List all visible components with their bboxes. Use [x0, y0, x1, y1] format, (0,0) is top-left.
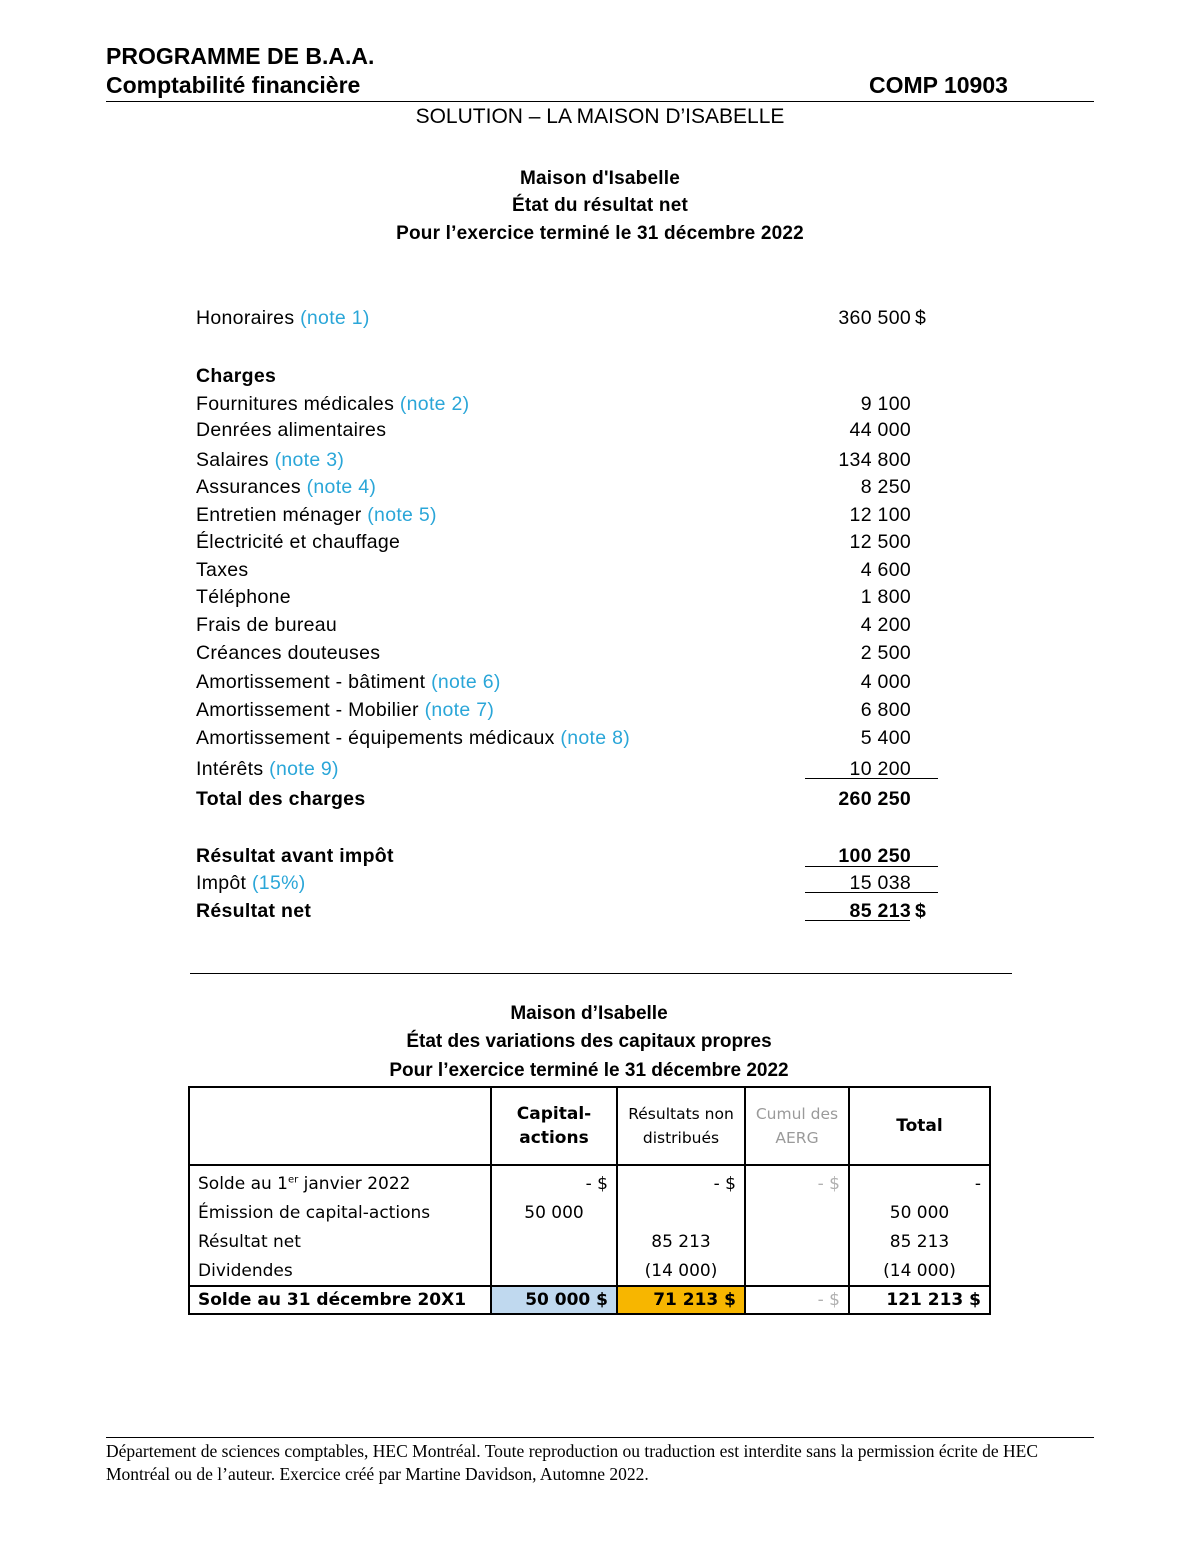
equity-table-header: [189, 1087, 990, 1165]
opening-retained: - $: [617, 1165, 745, 1198]
charge-label: Assurances: [196, 476, 301, 498]
charge-label: Amortissement - équipements médicaux: [196, 727, 555, 749]
charge-amount: 12 500: [849, 531, 911, 553]
tax-amount: 15 038: [849, 872, 911, 894]
income-before-tax-label: Résultat avant impôt: [196, 845, 394, 867]
income-before-tax-amount: 100 250: [838, 845, 911, 867]
charge-amount: 44 000: [849, 419, 911, 441]
row-total: 85 213: [849, 1227, 990, 1256]
row-retained: 85 213: [617, 1227, 745, 1256]
table-row: [189, 1165, 990, 1198]
header-retained: [617, 1087, 745, 1165]
opening-label-post: janvier 2022: [298, 1173, 411, 1194]
income-statement-entity: Maison d'Isabelle: [520, 168, 680, 189]
opening-total: -: [849, 1165, 990, 1198]
opening-capital: - $: [491, 1165, 617, 1198]
row-label: Résultat net: [189, 1227, 491, 1256]
total-charges-amount: 260 250: [838, 788, 911, 810]
header-capital: [491, 1087, 617, 1165]
opening-label-pre: Solde au 1: [198, 1173, 288, 1194]
charge-label: Amortissement - bâtiment: [196, 671, 426, 693]
charge-amount: 9 100: [860, 393, 911, 415]
charge-note: (note 5): [367, 504, 437, 526]
charge-row: [196, 476, 956, 502]
charge-label: Entretien ménager: [196, 504, 362, 526]
opening-label-sup: er: [287, 1173, 299, 1185]
charge-row: [196, 559, 956, 585]
charge-row: [196, 504, 956, 530]
tax-row: [196, 872, 956, 898]
charge-note: (note 6): [431, 671, 501, 693]
charge-amount: 6 800: [860, 699, 911, 721]
footer-divider: [106, 1437, 1094, 1438]
charge-label: Intérêts: [196, 758, 264, 780]
charge-label: Amortissement - Mobilier: [196, 699, 419, 721]
charge-row: [196, 727, 956, 753]
income-before-tax-row: [196, 845, 956, 871]
header-capital-line2: actions: [519, 1128, 589, 1148]
income-before-tax-underline: [805, 866, 938, 867]
charge-amount: 8 250: [860, 476, 911, 498]
charge-amount: 5 400: [860, 727, 911, 749]
closing-retained: 71 213 $: [617, 1286, 745, 1314]
charges-heading: [196, 365, 956, 391]
revenue-note: (note 1): [300, 307, 370, 329]
net-income-amount: 85 213: [849, 900, 911, 922]
charge-amount: 2 500: [860, 642, 911, 664]
row-total: (14 000): [849, 1256, 990, 1286]
equity-statement-name: État des variations des capitaux propres: [406, 1031, 772, 1052]
opening-label: [189, 1165, 491, 1198]
opening-aoci: - $: [745, 1165, 849, 1198]
row-total: 50 000: [849, 1198, 990, 1227]
header-aoci-line1: Cumul des: [755, 1105, 839, 1123]
charge-label: Électricité et chauffage: [196, 531, 401, 553]
income-statement-period: Pour l’exercice terminé le 31 décembre 2022: [396, 223, 804, 244]
charge-amount: 134 800: [838, 449, 911, 471]
charge-amount: 10 200: [849, 758, 911, 780]
charge-note: (note 8): [560, 727, 631, 749]
total-charges-label: Total des charges: [196, 788, 366, 810]
income-statement-name: État du résultat net: [511, 195, 689, 216]
header-divider: [106, 101, 1094, 102]
course-code: COMP 10903: [869, 72, 1008, 98]
closing-row: [189, 1286, 990, 1314]
charge-label: Frais de bureau: [196, 614, 338, 636]
revenue-row: [196, 307, 956, 333]
header-capital-line1: Capital-: [516, 1104, 592, 1124]
charge-label: Salaires: [196, 449, 269, 471]
charge-amount: 4 200: [860, 614, 911, 636]
section-divider: [190, 973, 1012, 974]
row-aoci: [745, 1256, 849, 1286]
header-aoci-line2: AERG: [775, 1129, 819, 1147]
net-income-label: Résultat net: [196, 900, 312, 922]
total-charges-row: [196, 788, 956, 814]
charges-heading-label: Charges: [196, 365, 277, 387]
charge-amount: 4 000: [860, 671, 911, 693]
charge-note: (note 4): [306, 476, 377, 498]
table-row: [189, 1256, 990, 1286]
equity-table: [188, 1086, 991, 1315]
row-retained: (14 000): [617, 1256, 745, 1286]
closing-total: 121 213 $: [849, 1286, 990, 1314]
charge-row: [196, 699, 956, 725]
closing-capital: 50 000 $: [491, 1286, 617, 1314]
equity-statement-period: Pour l’exercice terminé le 31 décembre 2022: [389, 1060, 789, 1081]
charge-note: (note 7): [424, 699, 495, 721]
charge-row: [196, 758, 956, 784]
header-retained-line2: distribués: [642, 1129, 720, 1147]
closing-label: Solde au 31 décembre 20X1: [189, 1286, 491, 1314]
row-capital: 50 000: [491, 1198, 617, 1227]
charge-row: [196, 586, 956, 612]
charge-label: Taxes: [196, 559, 249, 581]
charge-row: [196, 393, 956, 419]
charge-label: Téléphone: [196, 586, 291, 608]
charge-note: (note 9): [269, 758, 339, 780]
charge-amount: 4 600: [860, 559, 911, 581]
row-label: Émission de capital-actions: [189, 1198, 491, 1227]
tax-label: Impôt: [196, 872, 247, 894]
tax-underline: [805, 892, 938, 893]
charge-row: [196, 642, 956, 668]
charge-amount: 12 100: [849, 504, 911, 526]
document-title: SOLUTION – LA MAISON D’ISABELLE: [415, 105, 785, 128]
row-capital: [491, 1227, 617, 1256]
charge-note: (note 3): [274, 449, 345, 471]
footer-text: Département de sciences comptables, HEC Montréal. Toute reproduction ou traduction est interdite sans la permission écrite de HEC Montréal ou de l’auteur. Exercice créé par Martine Davidson, Automne 2022.: [106, 1441, 1038, 1484]
revenue-currency: $: [915, 307, 927, 329]
header-retained-line1: Résultats non: [628, 1105, 734, 1123]
header-blank: [189, 1087, 491, 1165]
charge-label: Denrées alimentaires: [196, 419, 387, 441]
charge-amount: 1 800: [860, 586, 911, 608]
revenue-label: Honoraires: [196, 307, 295, 329]
row-retained: [617, 1198, 745, 1227]
charge-label: Créances douteuses: [196, 642, 381, 664]
subtotal-underline: [805, 778, 938, 779]
charge-row: [196, 671, 956, 697]
charge-row: [196, 531, 956, 557]
course-title: Comptabilité financière: [106, 72, 361, 98]
net-income-row: [196, 900, 956, 926]
row-aoci: [745, 1198, 849, 1227]
row-label: Dividendes: [189, 1256, 491, 1286]
row-capital: [491, 1256, 617, 1286]
charge-row: [196, 614, 956, 640]
charge-label: Fournitures médicales: [196, 393, 395, 415]
header-total: Total: [849, 1087, 990, 1165]
charge-row: [196, 419, 956, 445]
equity-statement-entity: Maison d’Isabelle: [510, 1003, 668, 1024]
charge-note: (note 2): [399, 393, 470, 415]
closing-aoci: - $: [745, 1286, 849, 1314]
tax-rate-note: (15%): [252, 872, 306, 894]
program-title: PROGRAMME DE B.A.A.: [106, 43, 375, 69]
table-row: [189, 1227, 990, 1256]
net-income-currency: $: [915, 900, 927, 922]
charge-row: [196, 449, 956, 475]
net-income-underline: [805, 920, 910, 921]
revenue-amount: 360 500: [838, 307, 911, 329]
row-aoci: [745, 1227, 849, 1256]
header-aoci: [745, 1087, 849, 1165]
table-row: [189, 1198, 990, 1227]
